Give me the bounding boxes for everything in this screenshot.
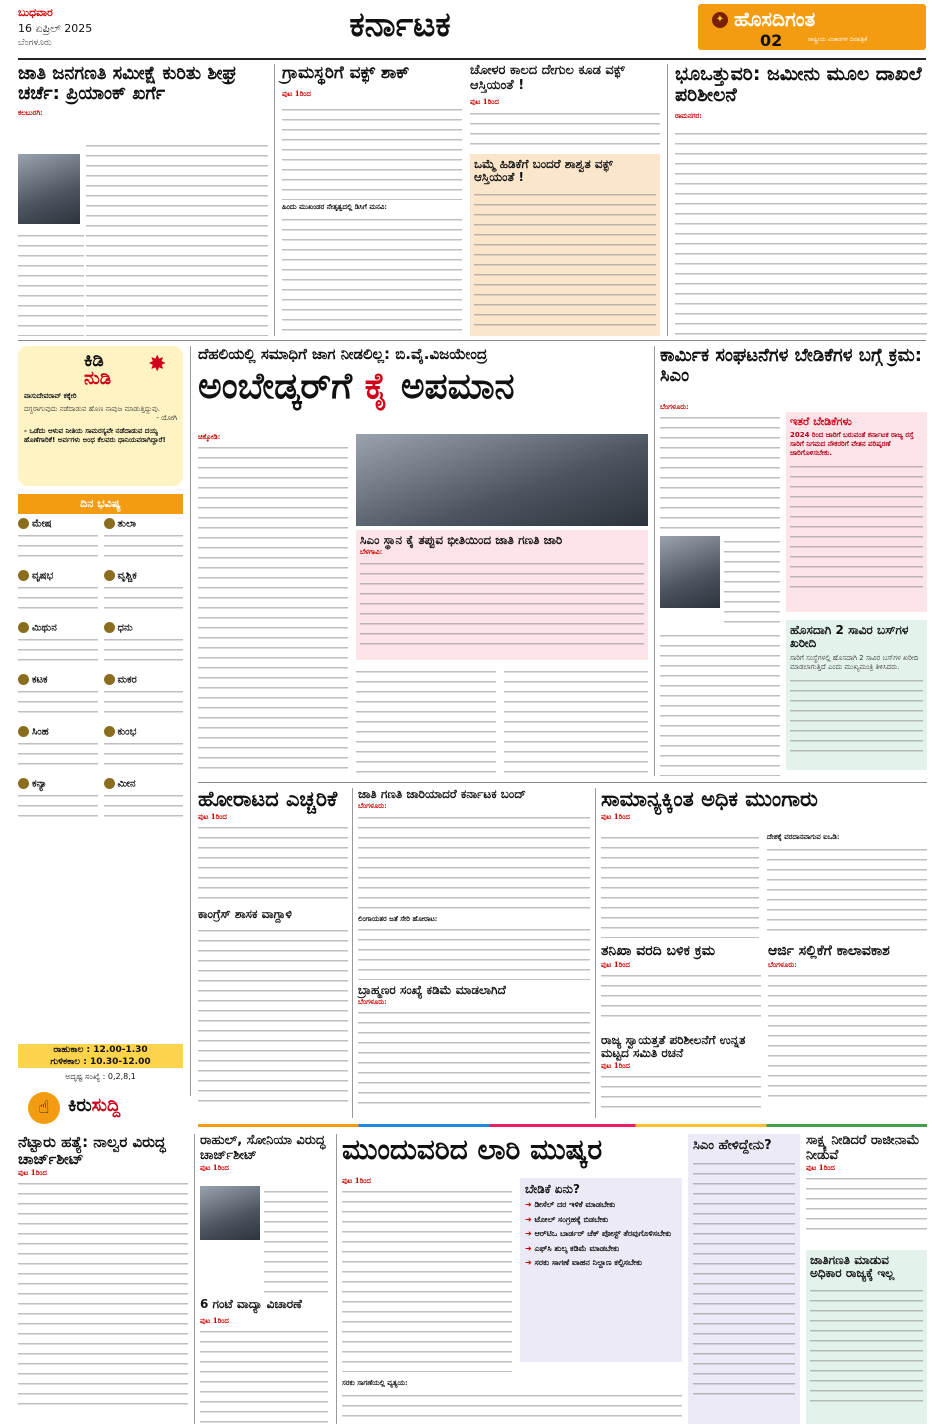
- body-ambedkar-col2: [356, 666, 496, 776]
- story-rahul: [200, 1134, 328, 1424]
- dateline-ambedkar: ಚಿಕ್ಕೋಡಿ:: [198, 432, 221, 441]
- cm-says-box: [688, 1134, 800, 1424]
- headline-buses: ಹೊಸದಾಗಿ 2 ಸಾವಿರ ಬಸ್‌ಗಳ ಖರೀದಿ: [790, 623, 909, 651]
- body-hearing: [200, 1326, 328, 1424]
- sign-name: ಮೇಷ: [32, 518, 52, 530]
- body-monsoon-1: [601, 832, 759, 938]
- body-census: [86, 140, 268, 336]
- body-land: [675, 128, 927, 336]
- siddaramaiah-photo: [660, 536, 720, 608]
- brand-lamp-icon: ✦: [712, 12, 728, 28]
- headline-brahmin: ಬ್ರಾಹ್ಮಣರ ಸಂಖ್ಯೆ ಕಡಿಮೆ ಮಾಡಲಾಗಿದೆ: [358, 982, 506, 997]
- horoscope-sign: [104, 622, 184, 674]
- story-warning: [198, 788, 348, 1118]
- story-report: [601, 944, 761, 1028]
- sign-name: ವೃಷಭ: [32, 570, 54, 582]
- arrow-bullet-icon: ➜: [525, 1243, 535, 1253]
- zodiac-icon: [104, 622, 115, 633]
- horoscope-sign: [18, 778, 98, 830]
- sign-name: ಸಿಂಹ: [32, 726, 49, 738]
- subhead-bandh: ಲಿಂಗಾಯತರ ಜತೆ ಸೇರಿ ಹೋರಾಟ:: [358, 913, 438, 923]
- kidi-logo-a: ಕಿಡಿ: [84, 350, 104, 371]
- story-ambedkar: [198, 346, 648, 776]
- dateline-unions: ಬೆಂಗಳೂರು:: [660, 402, 689, 411]
- headline-objections: ಆರ್ಜಿ ಸಲ್ಲಿಕೆಗೆ ಕಾಲಾವಕಾಶ: [768, 943, 890, 959]
- horoscope-sign: [104, 726, 184, 778]
- spark-icon: ✸: [148, 352, 167, 377]
- date-label: 16 ಏಪ್ರಿಲ್ 2025: [18, 22, 93, 35]
- subhead-waqf: ಹಿಂದು ಮುಖಂಡರ ನೇತೃತ್ವದಲ್ಲಿ ಡಿಸಿಗೆ ಮನವಿ:: [282, 202, 387, 211]
- dateline-waqf: ಪುಟ 1ರಿಂದ: [282, 89, 311, 99]
- arrow-bullet-icon: ➜: [525, 1200, 535, 1210]
- kidi-note: - ಒಡೆದು ಆಳುವ ನೀತಿಯ ಸಾಮರಸ್ಯವೇ ನಡೆದಾಡುವ ದಯ್ಯ ಹೊಣೆಗಾರಿಕೆ! ಅರ್ವಗಳು ಅಂಧ ಕೆಲವರು ಧಾನಿಯವರಾಗಿದ್ದಾರೆ!: [24, 427, 166, 444]
- pointing-hand-icon: ☝: [28, 1092, 60, 1124]
- sign-name: ಧನು: [117, 622, 133, 634]
- body-unions-3: [660, 630, 780, 776]
- demand-text: ಎಫ್‌ಸಿ ಶುಲ್ಕ ಕಡಿಮೆ ಮಾಡಬೇಕು: [534, 1243, 620, 1253]
- priyank-photo: [18, 154, 80, 224]
- dateline-rahul: ಪುಟ 1ರಿಂದ: [200, 1163, 229, 1173]
- headline-ambedkar-a: ಅಂಬೇಡ್ಕರ್‌ಗೆ: [198, 365, 365, 407]
- body-lorry-1: [342, 1186, 512, 1372]
- headline-cm-says: ಸಿಎಂ ಹೇಳಿದ್ದೇನು?: [693, 1138, 772, 1153]
- story-waqf: [282, 64, 462, 336]
- horoscope-sign: [18, 726, 98, 778]
- dateline-autonomy: ಪುಟ 1ರಿಂದ: [601, 1060, 630, 1070]
- headline-bandh: ಜಾತಿ ಗಣತಿ ಜಾರಿಯಾದರೆ ಕರ್ನಾಟಕ ಬಂದ್: [358, 787, 526, 801]
- sign-name: ವೃಶ್ಚಿಕ: [117, 570, 137, 582]
- body-unions-2: [724, 536, 780, 626]
- headline-ambedkar-b: ಕೈ: [364, 365, 389, 407]
- headline-ambedkar-c: ಅಪಮಾನ: [388, 365, 515, 407]
- body-ambedkar-col3: [504, 666, 648, 776]
- sign-name: ಮಕರ: [117, 674, 137, 686]
- headline-nettaru: ನೆಟ್ಟಾರು ಹತ್ಯೆ: ನಾಲ್ವರ ವಿರುದ್ಧ ಚಾರ್ಜ್‌ಶೀಟ್: [18, 1133, 166, 1168]
- subhead-warning: ಕಾಂಗ್ರೆಸ್ ಶಾಸಕ ವಾಗ್ದಾಳಿ: [198, 906, 292, 921]
- horoscope-sign: [104, 674, 184, 726]
- dateline-temple: ಪುಟ 1ರಿಂದ: [470, 97, 499, 107]
- demands-list: [525, 1200, 677, 1268]
- sign-name: ಕನ್ಯಾ: [32, 778, 47, 790]
- headline-caste-box: ಸಿಎಂ ಸ್ಥಾನ ಕೈ ತಪ್ಪುವ ಭೀತಿಯಿಂದ ಜಾತಿ ಗಣತಿ ಜಾರಿ: [360, 533, 563, 547]
- headline-warning: ಹೋರಾಟದ ಎಚ್ಚರಿಕೆ: [198, 787, 338, 811]
- dateline-bandh: ಬೆಂಗಳೂರು:: [358, 801, 387, 811]
- subhead-monsoon: ದೇಶಕ್ಕೆ ವರದಾನವಾಗುವ ಐಒಡಿ:: [767, 832, 840, 841]
- headline-land: ಭೂಒತ್ತುವರಿ: ಜಮೀನು ಮೂಲ ದಾಖಲೆ ಪರಿಶೀಲನೆ: [675, 63, 922, 107]
- day-label: ಬುಧವಾರ: [18, 6, 53, 19]
- body-waqf-2: [282, 214, 462, 336]
- headline-rahul: ರಾಹುಲ್, ಸೋನಿಯಾ ವಿರುದ್ಧ ಚಾರ್ಜ್‌ಶೀಟ್: [200, 1133, 326, 1163]
- body-lorry-2: [342, 1390, 682, 1424]
- sign-name: ಮಿಥುನ: [32, 622, 57, 634]
- headline-temple: ಚೋಳರ ಕಾಲದ ದೇಗುಲ ಕೂಡ ವಕ್ಫ್ ಆಸ್ತಿಯಂತೆ !: [470, 63, 625, 93]
- horoscope-sign: [18, 674, 98, 726]
- headline-census: ಜಾತಿ ಜನಗಣತಿ ಸಮೀಕ್ಷೆ ಕುರಿತು ಶೀಘ್ರ ಚರ್ಚೆ: ಪ್ರಿಯಾಂಕ್ ಖರ್ಗೆ: [18, 63, 237, 105]
- horoscope: [18, 494, 183, 790]
- story-temple: [470, 64, 660, 336]
- zodiac-icon: [18, 570, 29, 581]
- dateline-caste-box: ಬೆಳಗಾವಿ:: [360, 547, 383, 557]
- horoscope-sign: [104, 778, 184, 830]
- brand-name: ಹೊಸದಿಗಂತ: [734, 7, 816, 31]
- masthead: [0, 0, 945, 56]
- body-rahul: [264, 1186, 328, 1294]
- headline-waqf: ಗ್ರಾಮಸ್ಥರಿಗೆ ವಕ್ಫ್ ಶಾಕ್: [282, 63, 410, 83]
- zodiac-icon: [104, 570, 115, 581]
- city-label: ಬೆಂಗಳೂರು: [18, 38, 52, 48]
- bjp-rally-photo: [356, 434, 648, 526]
- dateline-resign: ಪುಟ 1ರಿಂದ: [806, 1163, 835, 1173]
- sign-name: ಮೀನ: [117, 778, 136, 790]
- demand-text: ಡೀಸೆಲ್ ದರ ಇಳಿಕೆ ಮಾಡಬೇಕು: [534, 1200, 616, 1210]
- body-unions-1: [660, 412, 780, 532]
- headline-census-rights: ಜಾತಿಗಣತಿ ಮಾಡುವ ಅಧಿಕಾರ ರಾಜ್ಯಕ್ಕೆ ಇಲ್ಲ: [810, 1253, 895, 1281]
- story-monsoon: [601, 788, 927, 938]
- dateline-hearing: ಪುಟ 1ರಿಂದ: [200, 1316, 229, 1325]
- rahul-sonia-photo: [200, 1186, 260, 1240]
- horoscope-sign: [18, 518, 98, 570]
- story-autonomy: [601, 1034, 761, 1118]
- dateline-warning: ಪುಟ 1ರಿಂದ: [198, 811, 227, 821]
- horoscope-sign: [104, 518, 184, 570]
- story-bandh: [358, 788, 590, 1118]
- horoscope-sign: [18, 570, 98, 622]
- date-box: [18, 6, 168, 54]
- horoscope-sign: [18, 622, 98, 674]
- headline-autonomy: ರಾಜ್ಯ ಸ್ವಾಯತ್ತತೆ ಪರಿಶೀಲನೆಗೆ ಉನ್ನತ ಮಟ್ಟದ ಸಮಿತಿ ರಚನೆ: [601, 1033, 746, 1061]
- zodiac-icon: [18, 726, 29, 737]
- headline-lorry: ಮುಂದುವರಿದ ಲಾರಿ ಮುಷ್ಕರ: [342, 1133, 603, 1166]
- rahu-kala: ರಾಹುಕಾಲ : 12.00-1.30: [18, 1044, 183, 1056]
- other-demands-box: [786, 412, 927, 612]
- demands-box: [520, 1178, 682, 1362]
- headline-demands: ಬೇಡಿಕೆ ಏನು?: [525, 1182, 580, 1196]
- story-unions: [660, 346, 927, 776]
- headline-resign: ಸಾಕ್ಷ್ಯ ನೀಡಿದರೆ ರಾಜೀನಾಮೆ ನೀಡುವೆ: [806, 1133, 920, 1163]
- text-buses: ಸಾರಿಗೆ ಸಂಸ್ಥೆಗಳಲ್ಲಿ ಹೊಸದಾಗಿ 2 ಸಾವಿರ ಬಸ್‌ಗಳ ಖರೀದಿ ಮಾಡಲಾಗುತ್ತಿದೆ ಎಂದು ಮುಖ್ಯಮಂತ್ರಿ ತಿಳಿಸಿದರು.: [790, 653, 919, 671]
- body-temple: [470, 108, 660, 152]
- kirusuddi-a: ಕಿರು: [68, 1095, 92, 1116]
- temple-highlight-box: [470, 154, 660, 336]
- dateline-lorry: ಪುಟ 1ರಿಂದ: [342, 1176, 371, 1185]
- arrow-bullet-icon: ➜: [525, 1229, 535, 1239]
- body-ambedkar-col1: [198, 442, 348, 776]
- horoscope-title: ದಿನ ಭವಿಷ್ಯ: [18, 494, 183, 514]
- brand-tagline: ರಾಷ್ಟ್ರೀಯ ವಿಚಾರಗಳ ದಿನಪತ್ರಿಕೆ: [808, 36, 868, 43]
- headline-unions: ಕಾರ್ಮಿಕ ಸಂಘಟನೆಗಳ ಬೇಡಿಕೆಗಳ ಬಗ್ಗೆ ಕ್ರಮ: ಸಿಎಂ: [660, 345, 922, 387]
- zodiac-icon: [18, 674, 29, 685]
- story-lorry: [342, 1134, 682, 1424]
- kidi-nudi-box: [18, 346, 183, 486]
- dateline-nettaru: ಪುಟ 1ರಿಂದ: [18, 1167, 47, 1177]
- story-objections: [768, 944, 927, 1118]
- horoscope-grid: [18, 518, 183, 830]
- zodiac-icon: [104, 518, 115, 529]
- body-monsoon-2: [767, 844, 927, 938]
- story-resign: [806, 1134, 927, 1244]
- demand-text: ಆರ್‌ಟಿಒ ಬಾರ್ಡರ್ ಚೆಕ್ ಪೋಸ್ಟ್ ತೆರವುಗೊಳಿಸಬೇಕು: [534, 1229, 672, 1239]
- arrow-bullet-icon: ➜: [525, 1214, 535, 1224]
- demand-item: [525, 1215, 677, 1225]
- story-census: [18, 64, 268, 336]
- page-number: 02: [760, 31, 783, 50]
- subhead-lorry: ಸರಕು ಸಾಗಣೆಯಲ್ಲಿ ವ್ಯತ್ಯಯ:: [342, 1378, 408, 1387]
- zodiac-icon: [18, 622, 29, 633]
- kidi-author: ವಾಸುದೇವರಾವ್ ಕಕ್ಕೇರಿ: [24, 392, 77, 400]
- caste-census-box: [356, 530, 648, 660]
- census-rights-box: [806, 1250, 927, 1424]
- kirusuddi-banner: [18, 1090, 183, 1126]
- demand-item: [525, 1229, 677, 1239]
- kicker-ambedkar: ದೆಹಲಿಯಲ್ಲಿ ಸಮಾಧಿಗೆ ಜಾಗ ನೀಡಲಿಲ್ಲ: ಬಿ.ವೈ.ವಿಜಯೇಂದ್ರ: [198, 345, 488, 363]
- headline-temple-box: ಒಮ್ಮೆ ಹಿಡಿಕೆಗೆ ಬಂದರೆ ಶಾಶ್ವತ ವಕ್ಫ್ ಆಸ್ತಿಯಂತೆ !: [474, 157, 613, 185]
- kidi-sign: - ಯೋಗಿ: [156, 414, 177, 422]
- demand-text: ಟೋಲ್ ಸಂಗ್ರಹಕ್ಕೆ ಬಿಡಬೇಕು: [534, 1214, 609, 1224]
- timings-box: [18, 1044, 183, 1086]
- zodiac-icon: [18, 778, 29, 789]
- sign-name: ಕುಂಭ: [117, 726, 137, 738]
- brand-block: [698, 4, 926, 50]
- section-title: ಕರ್ನಾಟಕ: [349, 5, 451, 45]
- headline-report: ತನಿಖಾ ವರದಿ ಬಳಿಕ ಕ್ರಮ: [601, 943, 716, 959]
- sign-name: ಕಟಕ: [32, 674, 48, 686]
- body-waqf: [282, 104, 462, 200]
- kirusuddi-b: ಸುದ್ದಿ: [91, 1095, 121, 1116]
- arrow-bullet-icon: ➜: [525, 1258, 535, 1267]
- headline-other-demands: ಇತರೆ ಬೇಡಿಕೆಗಳು: [790, 415, 852, 428]
- dateline-census: ಕಲಬುರಗಿ:: [18, 108, 43, 118]
- zodiac-icon: [104, 778, 115, 789]
- sign-name: ತುಲಾ: [117, 518, 136, 530]
- dateline-land: ರಾಮನಗರ:: [675, 110, 702, 120]
- gulika-kala: ಗುಳಿಕಕಾಲ : 10.30-12.00: [18, 1056, 183, 1068]
- demand-item: [525, 1200, 677, 1210]
- dateline-brahmin: ಬೆಂಗಳೂರು:: [358, 997, 387, 1007]
- horoscope-sign: [104, 570, 184, 622]
- zodiac-icon: [104, 674, 115, 685]
- dateline-report: ಪುಟ 1ರಿಂದ: [601, 959, 630, 969]
- headline-monsoon: ಸಾಮಾನ್ಯಕ್ಕಿಂತ ಅಧಿಕ ಮುಂಗಾರು: [601, 787, 818, 811]
- kidi-logo-b: ನುಡಿ: [84, 368, 112, 389]
- kidi-quote: ದಗ್ಧರಾಗುವುದು ನಡೆದಾಡುವ ಹೊಣ ನಾವುಜ ಮಾಡುತ್ತಿದ್ದುವು.: [24, 405, 160, 413]
- zodiac-icon: [104, 726, 115, 737]
- dateline-monsoon: ಪುಟ 1ರಿಂದ: [601, 811, 630, 821]
- text-other-demands: 2024 ರಿಂದ ಜಾರಿಗೆ ಬರುವಂತೆ ಕರ್ನಾಟಕ ರಾಜ್ಯ ರಸ್ತೆ ಸಾರಿಗೆ ನಿಗಮದ ನೌಕರರಿಗೆ ವೇತನ ಪರಿಷ್ಕರಣೆ ಜಾರಿಗೊಳಿಸಬೇಕು.: [790, 431, 914, 458]
- zodiac-icon: [18, 518, 29, 529]
- dateline-objections: ಬೆಂಗಳೂರು:: [768, 959, 797, 969]
- body-census-lower: [18, 230, 84, 336]
- buses-box: [786, 620, 927, 770]
- story-land: [675, 64, 927, 336]
- demand-item: [525, 1258, 677, 1268]
- story-nettaru: [18, 1134, 188, 1424]
- headline-hearing: 6 ಗಂಟೆ ವಾದ್ಯಾ ವಿಚಾರಣೆ: [200, 1297, 302, 1311]
- demand-text: ಸರಕು ಸಾಗಣೆ ವಾಹನ ನಿಲ್ದಾಣ ಕಲ್ಪಿಸಬೇಕು: [534, 1258, 643, 1267]
- lucky-number: ಅದೃಷ್ಟ ಸಂಖ್ಯೆ : 0,2,8,1: [65, 1072, 136, 1081]
- demand-item: [525, 1244, 677, 1254]
